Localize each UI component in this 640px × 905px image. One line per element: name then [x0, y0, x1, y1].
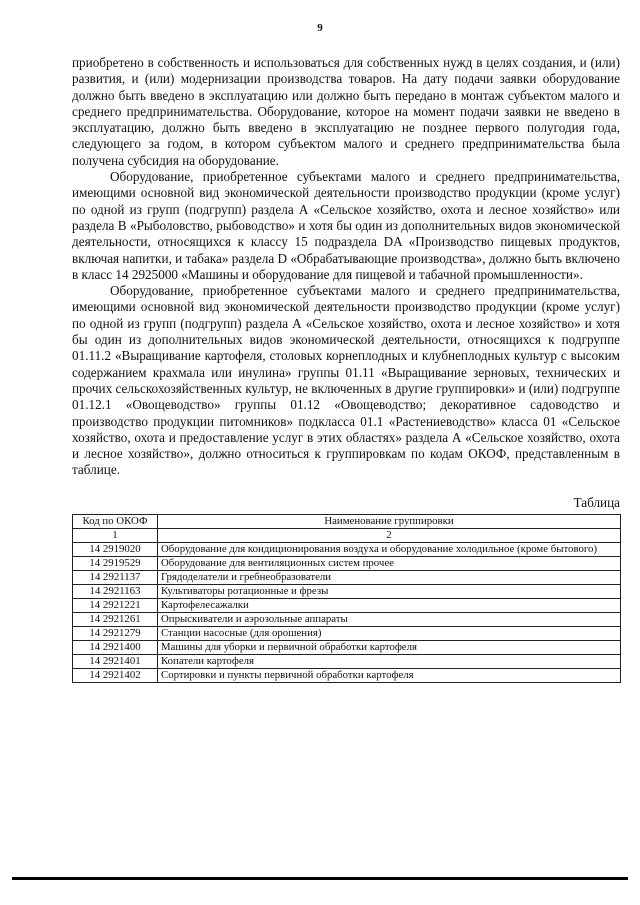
- group-name: Оборудование для вентиляционных систем прочее: [158, 556, 621, 570]
- okof-code: 14 2921261: [73, 612, 158, 626]
- okof-code: 14 2921402: [73, 668, 158, 682]
- group-name: Станции насосные (для орошения): [158, 626, 621, 640]
- group-name: Опрыскиватели и аэрозольные аппараты: [158, 612, 621, 626]
- group-name: Картофелесажалки: [158, 598, 621, 612]
- table-header-row: [73, 514, 621, 528]
- table-row: [73, 612, 621, 626]
- column-number-2: 2: [158, 528, 621, 542]
- table-caption: Таблица: [573, 494, 620, 510]
- table-row: [73, 542, 621, 556]
- group-name: Сортировки и пункты первичной обработки картофеля: [158, 668, 621, 682]
- paragraph-1: приобретено в собственность и использоваться для собственных нужд в целях создания, и (или) развития, и (или) модернизации производства товаров. На дату подачи заявки оборудование должно быть введено в эксплуатацию или должно быть передано в монтаж субъектом малого и среднего предпринимательства. Оборудование, которое на момент подачи заявки не введено в эксплуатацию, должно быть введено в эксплуатацию не позднее первого полугодия года, следующего за годом, в котором субъектом малого и среднего предпринимательства была получена субсидия на оборудование.: [72, 55, 620, 168]
- okof-code: 14 2919529: [73, 556, 158, 570]
- okof-code: 14 2921137: [73, 570, 158, 584]
- okof-code: 14 2921279: [73, 626, 158, 640]
- group-name: Грядоделатели и гребнеобразователи: [158, 570, 621, 584]
- table-row: [73, 598, 621, 612]
- okof-code: 14 2919020: [73, 542, 158, 556]
- table-row: [73, 654, 621, 668]
- okof-code: 14 2921163: [73, 584, 158, 598]
- table-row: [73, 668, 621, 682]
- okof-table: [72, 514, 621, 683]
- header-code: Код по ОКОФ: [73, 514, 158, 528]
- header-name: Наименование группировки: [158, 514, 621, 528]
- table-row: [73, 626, 621, 640]
- okof-code: 14 2921400: [73, 640, 158, 654]
- footer-divider: [12, 877, 628, 880]
- column-number-1: 1: [73, 528, 158, 542]
- table-row: [73, 584, 621, 598]
- paragraph-3: Оборудование, приобретенное субъектами малого и среднего предпринимательства, имеющими основной вид экономической деятельности производство продукции (кроме услуг) по одной из групп (подгрупп) раздела А «Сельское хозяйство, охота и лесное хозяйство» и хотя бы один из дополнительных видов экономической деятельности, относящихся к подгруппе 01.11.2 «Выращивание картофеля, столовых корнеплодных и клубнеплодных культур с высоким содержанием крахмала или инулина» группы 01.11 «Выращивание зерновых, технических и прочих сельскохозяйственных культур, не включенных в другие группировки» и (или) подгруппе 01.12.1 «Овощеводство» группы 01.12 «Овощеводство; декоративное садоводство и производство продукции питомников» подкласса 01.1 «Растениеводство» класса 01 «Сельское хозяйство, охота и предоставление услуг в этих областях» раздела А «Сельское хозяйство, охота и лесное хозяйство», должно относиться к группировкам по кодам ОКОФ, представленным в таблице.: [72, 283, 620, 478]
- group-name: Машины для уборки и первичной обработки картофеля: [158, 640, 621, 654]
- page-number: 9: [317, 22, 323, 34]
- table-row: [73, 640, 621, 654]
- table-row: [73, 570, 621, 584]
- table-row: [73, 556, 621, 570]
- okof-code: 14 2921401: [73, 654, 158, 668]
- group-name: Оборудование для кондиционирования воздуха и оборудование холодильное (кроме бытового): [158, 542, 621, 556]
- okof-code: 14 2921221: [73, 598, 158, 612]
- paragraph-2: Оборудование, приобретенное субъектами малого и среднего предпринимательства, имеющими основной вид экономической деятельности производство продукции (кроме услуг) по одной из групп (подгрупп) раздела А «Сельское хозяйство, охота и лесное хозяйство» или раздела В «Рыболовство, рыбоводство» и хотя бы один из дополнительных видов экономической деятельности, относящихся к классу 15 подраздела DA «Производство пищевых продуктов, включая напитки, и табака» раздела D «Обрабатывающие производства», должно быть включено в класс 14 2925000 «Машины и оборудование для пищевой и табачной промышленности».: [72, 169, 620, 282]
- group-name: Копатели картофеля: [158, 654, 621, 668]
- document-body: [72, 55, 620, 683]
- group-name: Культиваторы ротационные и фрезы: [158, 584, 621, 598]
- table-column-number-row: [73, 528, 621, 542]
